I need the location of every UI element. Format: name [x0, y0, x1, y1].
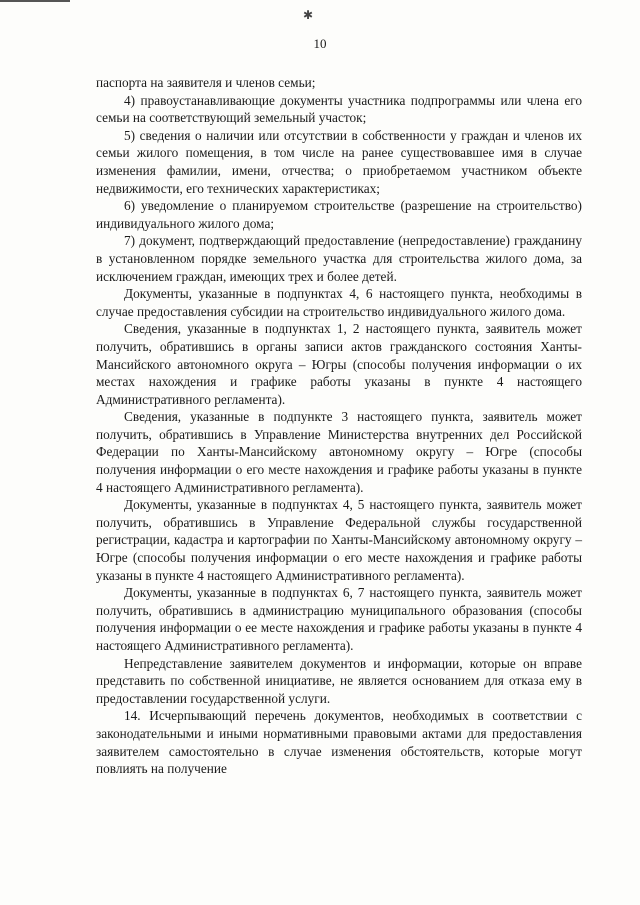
paragraph: Непредставление заявителем документов и информации, которые он вправе представить по собственной инициативе, не является основанием для отказа ему в предоставлении государственной услуги. [96, 655, 582, 706]
paragraph: Документы, указанные в подпунктах 4, 5 настоящего пункта, заявитель может получить, обратившись в Управление Федеральной службы государственной регистрации, кадастра и картографии по Ханты-Мансийскому автономному округу – Югре (способы получения информации о его месте нахождения и графике работы указаны в пункте 4 настоящего Административного регламента). [96, 497, 582, 583]
top-scan-line [0, 0, 70, 2]
scan-mark: ✱ [303, 8, 314, 22]
paragraph: 5) сведения о наличии или отсутствии в собственности у граждан и членов их семьи жилого помещения, в том числе на ранее существовавшее имя в случае изменения фамилии, имени, отчества; о приобретаемом участником объекте недвижимости, его технических характеристиках; [96, 127, 582, 196]
paragraph: 4) правоустанавливающие документы участника подпрограммы или члена его семьи на соответствующий земельный участок; [96, 92, 582, 126]
paragraph: 14. Исчерпывающий перечень документов, необходимых в соответствии с законодательными и иными нормативными правовыми актами для предоставления заявителем самостоятельно в случае изменения обстоятельств, которые могут повлиять на получение [96, 708, 582, 777]
paragraph: паспорта на заявителя и членов семьи; [96, 75, 316, 90]
paragraph: Сведения, указанные в подпункте 3 настоящего пункта, заявитель может получить, обратившись в Управление Министерства внутренних дел Российской Федерации по Ханты-Мансийскому автономному округу – Югре (способы получения информации о его месте нахождения и графике работы указаны в пункте 4 настоящего Административного регламента). [96, 409, 582, 495]
paragraph: 6) уведомление о планируемом строительстве (разрешение на строительство) индивидуального жилого дома; [96, 198, 582, 231]
paragraph: Документы, указанные в подпунктах 4, 6 настоящего пункта, необходимы в случае предоставления субсидии на строительство индивидуального жилого дома. [96, 286, 582, 319]
document-body [96, 74, 582, 778]
page-number: 10 [313, 36, 327, 51]
paragraph: Документы, указанные в подпунктах 6, 7 настоящего пункта, заявитель может получить, обратившись в администрацию муниципального образования (способы получения информации о ее месте нахождения и графике работы указаны в пункте 4 настоящего Административного регламента). [96, 585, 582, 653]
paragraph: Сведения, указанные в подпунктах 1, 2 настоящего пункта, заявитель может получить, обратившись в органы записи актов гражданского состояния Ханты-Мансийского автономного округа – Югры (способы получения информации о их местах нахождения и графике работы указаны в пункте 4 настоящего Административного регламента). [96, 321, 582, 407]
paragraph: 7) документ, подтверждающий предоставление (непредоставление) гражданину в установленном порядке земельного участка для строительства жилого дома, за исключением граждан, имеющих трех и более детей. [96, 233, 582, 284]
